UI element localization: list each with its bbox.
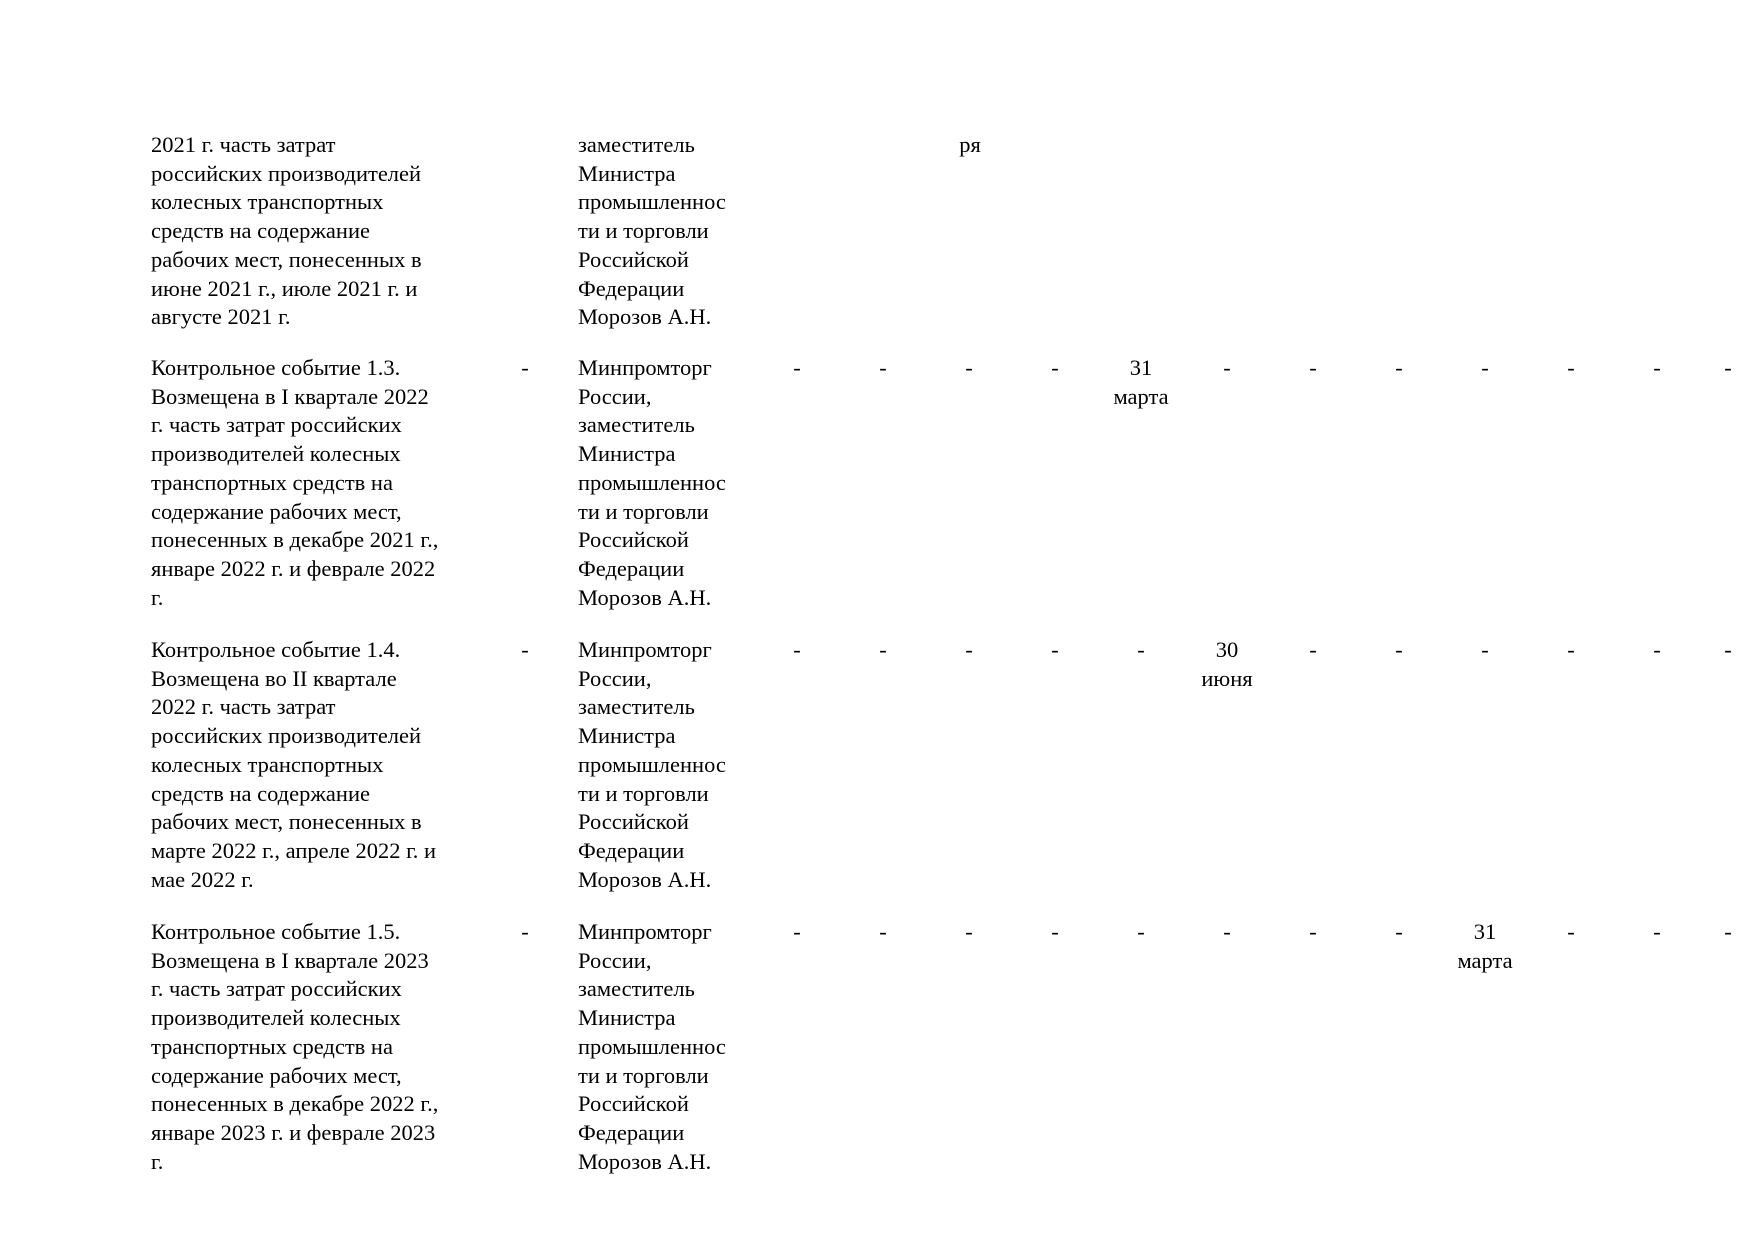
period-cell: - (879, 637, 887, 662)
period-cell: - (793, 919, 801, 944)
period-cell: - (1653, 919, 1661, 944)
period-cell: - (1223, 919, 1231, 944)
period-cell: - (1137, 637, 1145, 662)
period-cell: - (1395, 919, 1403, 944)
period-cell: - (1051, 919, 1059, 944)
continued-period-fragment: ря (959, 132, 981, 157)
period-cell: - (793, 637, 801, 662)
period-cell: - (965, 355, 973, 380)
row-description: Контрольное событие 1.4. Возмещена во II квартале 2022 г. часть затрат российских производителей колесных транспортных средств на содержание рабочих мест, понесенных в марте 2022 г., апреле 2022 г. и мае 2022 г. (151, 637, 437, 892)
period-cell: - (1395, 637, 1403, 662)
period-cell: - (1567, 919, 1575, 944)
period-cell: - (793, 355, 801, 380)
continued-description: 2021 г. часть затрат российских производителей колесных транспортных средств на содержание рабочих мест, понесенных в июне 2021 г., июле 2021 г. и августе 2021 г. (151, 132, 422, 330)
period-cell: - (1724, 637, 1732, 662)
period-cell: - (879, 355, 887, 380)
period-cell: - (1051, 637, 1059, 662)
period-cell: - (879, 919, 887, 944)
period-cell: - (1309, 919, 1317, 944)
period-cell: - (1724, 355, 1732, 380)
row-indicator: - (521, 919, 529, 944)
period-cell: - (1137, 919, 1145, 944)
period-cell: 30 июня (1201, 637, 1253, 691)
period-cell: - (1051, 355, 1059, 380)
period-cell: - (965, 637, 973, 662)
row-description: Контрольное событие 1.3. Возмещена в I квартале 2022 г. часть затрат российских производителей колесных транспортных средств на содержание рабочих мест, понесенных в декабре 2021 г., январе 2022 г. и феврале 2022 г. (151, 355, 439, 610)
period-cell: - (1724, 919, 1732, 944)
period-cell: - (1481, 355, 1489, 380)
row-responsible: Минпромторг России, заместитель Министра промышленнос ти и торговли Российской Федерации Морозов А.Н. (578, 637, 726, 892)
row-responsible: Минпромторг России, заместитель Министра промышленнос ти и торговли Российской Федерации Морозов А.Н. (578, 919, 726, 1174)
period-cell: - (1653, 355, 1661, 380)
period-cell: - (1567, 637, 1575, 662)
period-cell: - (1395, 355, 1403, 380)
row-responsible: Минпромторг России, заместитель Министра промышленнос ти и торговли Российской Федерации Морозов А.Н. (578, 355, 726, 610)
period-cell: - (965, 919, 973, 944)
period-cell: - (1223, 355, 1231, 380)
period-cell: 31 марта (1457, 919, 1513, 973)
period-cell: 31 марта (1113, 355, 1169, 409)
row-indicator: - (521, 637, 529, 662)
period-cell: - (1481, 637, 1489, 662)
row-description: Контрольное событие 1.5. Возмещена в I квартале 2023 г. часть затрат российских производителей колесных транспортных средств на содержание рабочих мест, понесенных в декабре 2022 г., январе 2023 г. и феврале 2023 г. (151, 919, 439, 1174)
period-cell: - (1653, 637, 1661, 662)
row-indicator: - (521, 355, 529, 380)
period-cell: - (1567, 355, 1575, 380)
period-cell: - (1309, 637, 1317, 662)
continued-responsible: заместитель Министра промышленнос ти и торговли Российской Федерации Морозов А.Н. (578, 132, 726, 330)
period-cell: - (1309, 355, 1317, 380)
